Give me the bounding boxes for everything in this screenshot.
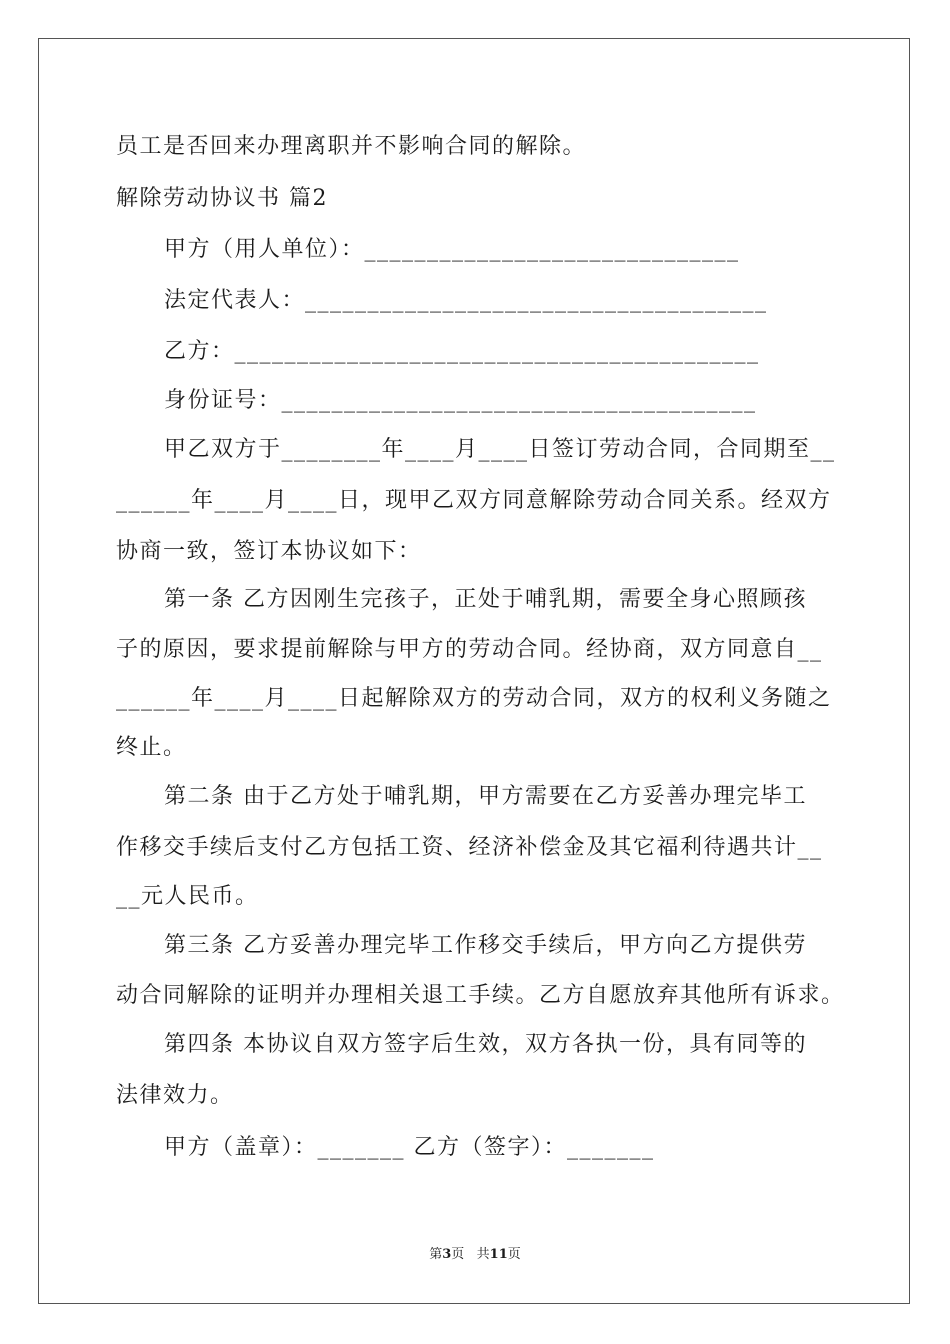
- text-line: __元人民币。: [116, 884, 259, 909]
- clause-3: 第三条 乙方妥善办理完毕工作移交手续后，甲方向乙方提供劳: [164, 933, 807, 958]
- footer-total-suffix: 页: [507, 1247, 521, 1262]
- text-line: 员工是否回来办理离职并不影响合同的解除。: [116, 134, 587, 159]
- text-line: 法律效力。: [116, 1083, 234, 1108]
- text-line: ______年____月____日起解除双方的劳动合同，双方的权利义务随之: [116, 686, 832, 711]
- text-line: 动合同解除的证明并办理相关退工手续。乙方自愿放弃其他所有诉求。: [116, 983, 845, 1008]
- clause-4: 第四条 本协议自双方签字后生效，双方各执一份，具有同等的: [164, 1032, 807, 1057]
- legal-rep-field: 法定代表人：_____________________________________: [164, 288, 768, 313]
- page-footer: [0, 1247, 950, 1263]
- party-a-field: 甲方（用人单位）：______________________________: [164, 237, 740, 262]
- footer-page-suffix: 页 共: [451, 1247, 490, 1262]
- id-number-field: 身份证号：______________________________________: [164, 388, 757, 413]
- party-b-field: 乙方：__________________________________________: [164, 339, 760, 364]
- signature-line: 甲方（盖章）：_______ 乙方（签字）：_______: [164, 1135, 655, 1160]
- text-line: ______年____月____日，现甲乙双方同意解除劳动合同关系。经双方: [116, 488, 832, 513]
- text-line: 子的原因，要求提前解除与甲方的劳动合同。经协商，双方同意自__: [116, 637, 823, 662]
- text-line: 甲乙双方于________年____月____日签订劳动合同，合同期至__: [164, 437, 836, 462]
- footer-prefix: 第: [429, 1247, 443, 1262]
- section-heading: 解除劳动协议书 篇2: [116, 186, 328, 211]
- footer-page-number: 3: [442, 1247, 452, 1262]
- text-line: 协商一致，签订本协议如下：: [116, 539, 422, 564]
- text-line: 作移交手续后支付乙方包括工资、经济补偿金及其它福利待遇共计__: [116, 835, 823, 860]
- text-line: 终止。: [116, 735, 187, 760]
- clause-1: 第一条 乙方因刚生完孩子，正处于哺乳期，需要全身心照顾孩: [164, 587, 807, 612]
- page-border: [38, 38, 910, 1304]
- clause-2: 第二条 由于乙方处于哺乳期，甲方需要在乙方妥善办理完毕工: [164, 784, 807, 809]
- footer-total-pages: 11: [489, 1247, 508, 1262]
